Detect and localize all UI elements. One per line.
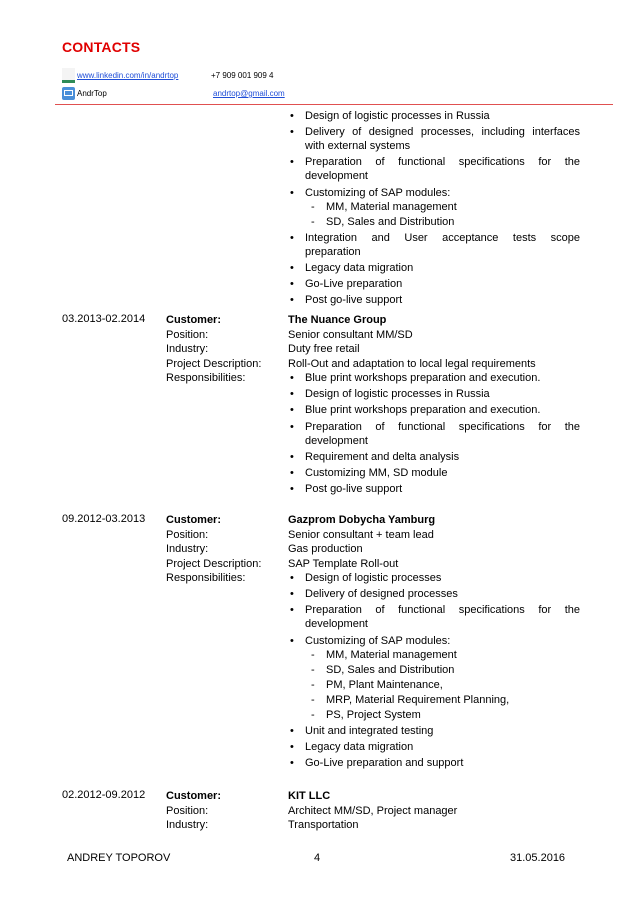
project-description-label: Project Description: [166, 557, 262, 570]
position-label: Position: [166, 804, 209, 817]
responsibilities-list [288, 371, 580, 496]
project-period: 02.2012-09.2012 [62, 789, 146, 801]
field-labels [166, 313, 286, 386]
customer-value: The Nuance Group [288, 314, 387, 326]
list-item: • Preparation of functional specifications for the development [288, 420, 580, 448]
field-labels [166, 513, 286, 586]
industry-label: Industry: [166, 543, 209, 555]
field-labels [166, 789, 286, 833]
list-item: • Design of logistic processes in Russia [288, 109, 580, 123]
field-values [288, 313, 580, 498]
list-item: • Delivery of designed processes, including interfaces with external systems [288, 125, 580, 153]
top-sub-list [288, 200, 580, 230]
position-value: Senior consultant + team lead [288, 528, 434, 541]
list-item: • Post go-live support [288, 293, 580, 307]
mail-icon [62, 87, 75, 100]
list-item: • Go-Live preparation [288, 277, 580, 291]
position-label: Position: [166, 528, 209, 541]
project-description-label: Project Description: [166, 357, 262, 370]
field-values [288, 513, 580, 772]
list-item: • Unit and integrated testing [288, 724, 580, 738]
list-item: • Delivery of designed processes [288, 587, 580, 601]
list-item: • Legacy data migration [288, 261, 580, 275]
industry-value: Duty free retail [288, 343, 360, 355]
industry-label: Industry: [166, 819, 209, 831]
responsibilities-list-after [288, 724, 580, 770]
list-item: • Go-Live preparation and support [288, 756, 580, 770]
list-item: - MM, Material management [288, 648, 580, 663]
project-description-value: SAP Template Roll-out [288, 557, 399, 570]
list-item: • Requirement and delta analysis [288, 450, 580, 464]
responsibilities-label: Responsibilities: [166, 572, 246, 584]
list-item: - PS, Project System [288, 708, 580, 723]
footer-page-number: 4 [314, 852, 321, 864]
industry-value: Gas production [288, 543, 363, 555]
customer-value: KIT LLC [288, 790, 331, 802]
customer-label: Customer: [166, 514, 222, 526]
top-bullet-list-after [288, 231, 580, 308]
position-label: Position: [166, 328, 209, 341]
project-period: 09.2012-03.2013 [62, 513, 146, 525]
industry-label: Industry: [166, 343, 209, 355]
list-item: - SD, Sales and Distribution [288, 215, 580, 230]
list-item: • Integration and User acceptance tests scope preparation [288, 231, 580, 259]
list-item: • Preparation of functional specifications for the development [288, 155, 580, 183]
customer-value: Gazprom Dobycha Yamburg [288, 514, 436, 526]
field-values [288, 789, 580, 833]
position-value: Architect MM/SD, Project manager [288, 804, 458, 817]
linkedin-icon [62, 68, 75, 83]
sap-modules-list [288, 648, 580, 723]
responsibilities-list [288, 571, 580, 648]
list-item: • Customizing of SAP modules: [288, 186, 580, 200]
footer-author: ANDREY TOPOROV [67, 852, 171, 864]
list-item: • Design of logistic processes in Russia [288, 387, 580, 401]
list-item: - MRP, Material Requirement Planning, [288, 693, 580, 708]
list-item: • Blue print workshops preparation and execution. [288, 403, 580, 417]
project-description-value: Roll-Out and adaptation to local legal requirements [288, 357, 536, 370]
list-item: • Legacy data migration [288, 740, 580, 754]
industry-value: Transportation [288, 819, 359, 831]
list-item: • Post go-live support [288, 482, 580, 496]
customer-label: Customer: [166, 314, 222, 326]
linkedin-link[interactable]: www.linkedin.com/in/andrtop [77, 71, 179, 80]
top-bullet-list [288, 109, 580, 200]
list-item: • Customizing MM, SD module [288, 466, 580, 480]
customer-label: Customer: [166, 790, 222, 802]
linkedin-row [77, 71, 178, 80]
email-link[interactable]: andrtop@gmail.com [213, 89, 285, 98]
position-value: Senior consultant MM/SD [288, 328, 413, 341]
header-divider [55, 104, 613, 105]
list-item: - PM, Plant Maintenance, [288, 678, 580, 693]
list-item: - MM, Material management [288, 200, 580, 215]
list-item: • Preparation of functional specifications for the development [288, 603, 580, 631]
responsibilities-label: Responsibilities: [166, 372, 246, 384]
list-item: • Blue print workshops preparation and execution. [288, 371, 580, 385]
list-item: - SD, Sales and Distribution [288, 663, 580, 678]
project-period: 03.2013-02.2014 [62, 313, 146, 325]
list-item: • Design of logistic processes [288, 571, 580, 585]
list-item: • Customizing of SAP modules: [288, 634, 580, 648]
contacts-title: CONTACTS [62, 39, 141, 55]
contact-name: AndrTop [77, 89, 107, 98]
phone-number: +7 909 001 909 4 [211, 71, 274, 80]
footer-date: 31.05.2016 [510, 852, 566, 864]
